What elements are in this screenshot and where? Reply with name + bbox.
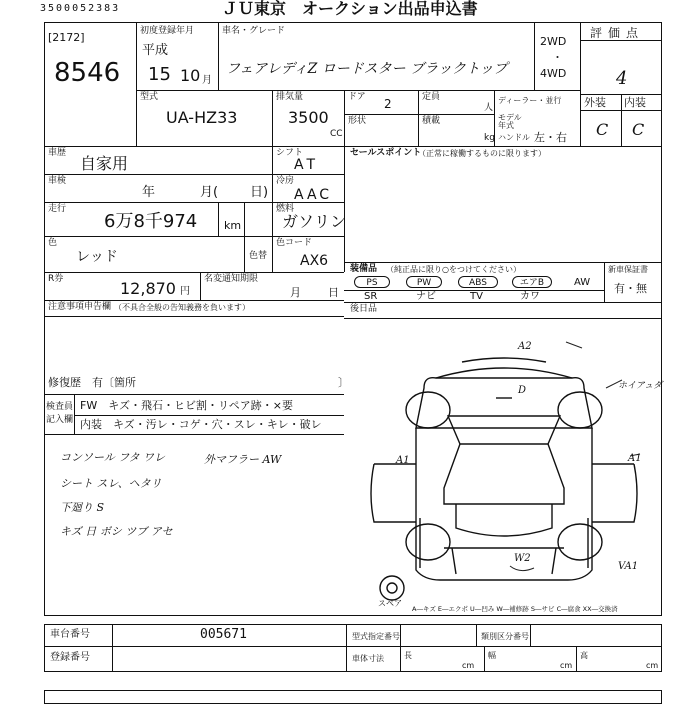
warranty-label: 新車保証書 (608, 265, 648, 274)
lot-number: 8546 (54, 58, 121, 88)
equip-tv: TV (470, 291, 483, 302)
equip-airbag: エアB (512, 276, 552, 288)
rear-items-label: 後日品 (350, 304, 378, 314)
shift-label: シフト (276, 148, 304, 158)
drive-4wd: 4WD (540, 67, 567, 80)
equipment-sub: （純正品に限り○をつけてください） (386, 265, 521, 274)
mileage-value: 6万8千974 (104, 211, 198, 232)
shape-label: 形状 (348, 116, 367, 126)
handwritten-note-3: 下廻り S (60, 501, 105, 514)
barcode-number: 3500052383 (40, 3, 121, 14)
score-value: 4 (616, 68, 628, 89)
car-name-label: 車名・グレード (222, 26, 286, 36)
handle-label: ハンドル (498, 133, 530, 142)
repair-history: 修復歴 有〔箇所 (48, 376, 136, 389)
fuel-label: 燃料 (276, 204, 295, 214)
size-length: 長 (404, 651, 412, 660)
sales-point-sub: （正常に稼働するものに限ります） (418, 149, 546, 158)
checks-label-2: 記入欄 (46, 415, 74, 425)
registration-label: 登録番号 (50, 652, 90, 663)
first-reg-year: 15 (148, 64, 171, 85)
mark-wheel-aw: ホイアュダ (618, 381, 663, 391)
interior-grade: C (632, 120, 645, 139)
inspection-label: 車検 (48, 176, 67, 186)
mark-d: D (518, 385, 527, 396)
equipment-label: 装備品 (350, 264, 378, 274)
score-label: 評価点 (590, 26, 645, 40)
model-label: 型式 (140, 92, 159, 102)
handwritten-note-4: キズ 日 ボシ ツブ アセ (60, 525, 173, 538)
chassis-label: 車台番号 (50, 629, 90, 640)
chassis-value: 005671 (200, 627, 247, 642)
notes-label: 注意事項申告欄 (48, 302, 112, 312)
first-reg-month-unit: 月 (202, 75, 212, 86)
interior-label: 内装 (624, 96, 646, 109)
color-change-label: 色替 (249, 251, 268, 261)
spec-number-label: 型式指定番号 (352, 632, 400, 641)
inspection-year: 年 (142, 185, 156, 200)
displacement-unit: CC (330, 129, 343, 139)
title-deadline-day: 日 (328, 286, 339, 299)
recycle-unit: 円 (180, 286, 190, 297)
first-reg-label: 初度登録年月 (140, 26, 195, 36)
equip-leather: カワ (520, 291, 540, 302)
damage-legend: A―キズ E―エクボ U―凹み W―補修跡 S―サビ C―腐食 XX―交換済 (412, 605, 618, 613)
equip-sr: SR (364, 291, 378, 302)
equip-abs: ABS (458, 276, 498, 288)
ac-value: AAC (294, 187, 333, 203)
checks-row-1: FW キズ・飛石・ヒビ割・リペア跡・×要 (80, 399, 293, 412)
size-width-unit: cm (560, 661, 573, 670)
drive-2wd: 2WD (540, 35, 567, 48)
size-height: 高 (580, 651, 588, 660)
displacement-value: 3500 (288, 108, 329, 127)
inspection-day: 日) (250, 185, 269, 200)
mark-va1: VA1 (618, 561, 639, 572)
color-code-label: 色コード (276, 238, 313, 248)
model-year-label: モデル 年式 (498, 113, 522, 130)
bottom-strip (44, 690, 662, 704)
warranty-value: 有・無 (614, 282, 647, 295)
first-reg-month: 10 (180, 66, 201, 85)
dealer-label: ディーラー・並行 (498, 96, 562, 105)
size-height-unit: cm (646, 661, 659, 670)
title-deadline-label: 名変通知期限 (204, 274, 259, 284)
size-length-unit: cm (462, 661, 475, 670)
load-unit: kg (484, 133, 495, 143)
exterior-label: 外装 (584, 96, 606, 109)
title-deadline-month: 月 (290, 286, 301, 299)
sales-point-label: セールスポイント (350, 148, 422, 158)
equip-navi: ナビ (416, 291, 436, 302)
recycle-value: 12,870 (120, 279, 176, 298)
mark-w2: W2 (514, 553, 531, 564)
door-value: 2 (384, 97, 392, 111)
class-number-label: 類別区分番号 (481, 632, 529, 641)
fuel-value: ガソリン (282, 212, 347, 231)
color-label: 色 (48, 238, 58, 248)
mark-a1-left: A1 (396, 455, 410, 466)
mark-a1-right: A1 (628, 453, 642, 464)
checks-row-2: 内装 キズ・汚レ・コゲ・穴・スレ・キレ・破レ (80, 418, 322, 431)
size-width: 幅 (488, 651, 496, 660)
form-title: ＪＵ東京 オークション出品申込書 (222, 0, 478, 18)
shift-value: AT (294, 157, 320, 173)
spare-label: スペア (378, 599, 402, 608)
load-label: 積載 (422, 116, 441, 126)
handle-value: 左・右 (534, 131, 567, 144)
equip-aw: AW (574, 277, 591, 288)
car-damage-diagram (344, 318, 662, 616)
inspection-month: 月( (200, 185, 219, 200)
history-label: 車歴 (48, 148, 67, 158)
exterior-grade: C (596, 120, 609, 139)
body-size-label: 車体寸法 (352, 654, 384, 663)
notes-sub: （不具合全般の告知義務を負います） (114, 303, 250, 312)
ac-label: 冷房 (276, 176, 295, 186)
lot-ref: [2172] (48, 31, 85, 44)
displacement-label: 排気量 (276, 92, 304, 102)
history-value: 自家用 (80, 154, 129, 173)
mark-a2: A2 (518, 341, 532, 352)
drive-dot: ・ (552, 51, 563, 64)
equip-pw: PW (406, 276, 442, 288)
first-reg-era: 平成 (142, 43, 169, 58)
car-name: フェアレディZ ロードスター ブラックトップ (226, 61, 508, 77)
capacity-unit: 人 (484, 103, 494, 113)
capacity-label: 定員 (422, 92, 441, 102)
handwritten-note-2: シート スレ、ヘタリ (60, 477, 162, 490)
mileage-unit: km (224, 219, 242, 232)
model-value: UA-HZ33 (166, 108, 238, 127)
checks-label-1: 検査員 (46, 402, 74, 412)
color-code: AX6 (300, 253, 329, 269)
door-label: ドア (348, 92, 366, 102)
repair-history-end: 〕 (338, 376, 349, 389)
equip-ps: PS (354, 276, 390, 288)
color-value: レッド (76, 249, 118, 265)
handwritten-note-5: 外マフラー AW (204, 453, 282, 466)
mileage-label: 走行 (48, 204, 67, 214)
handwritten-note-1: コンソール フタ ワレ (60, 451, 166, 464)
recycle-label: R券 (48, 274, 64, 284)
